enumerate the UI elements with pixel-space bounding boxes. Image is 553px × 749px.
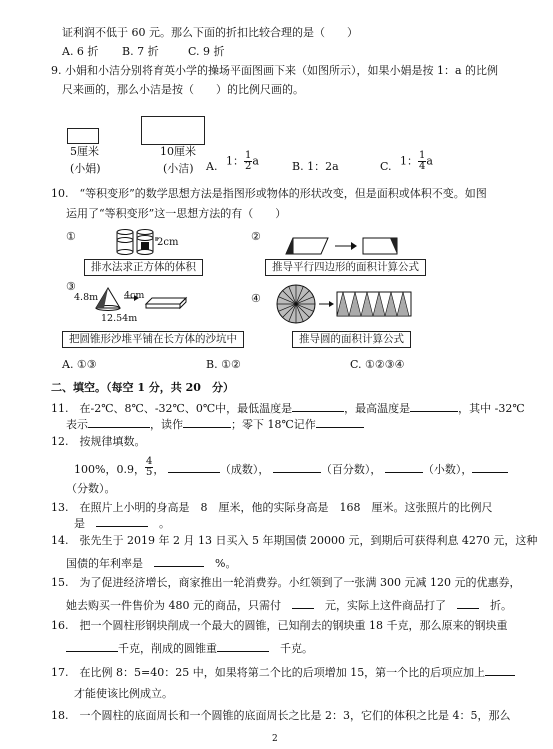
q9-option-a-var: a (252, 154, 259, 168)
q12-part-1: （成数）， (219, 463, 270, 476)
q9-rect-big-label: 10厘米 (160, 145, 196, 158)
q17-blank-add[interactable] (485, 665, 515, 676)
q8-option-b[interactable]: B. 7 折 (122, 45, 159, 58)
q9-rect-small (67, 128, 99, 144)
q16-line2 (66, 641, 313, 656)
q9-rect-big-owner: (小洁) (163, 162, 194, 175)
q12-blank-4[interactable] (472, 462, 508, 473)
q14-line2 (66, 556, 236, 571)
q16-blank-cone[interactable] (217, 641, 269, 652)
q16-blank-original[interactable] (66, 641, 118, 652)
q12-seq-comma: ， (153, 463, 165, 476)
q13-blank-scale[interactable] (96, 516, 148, 527)
q16-text-a: 千克，削成的圆锥重 (118, 642, 217, 655)
q11-blank-lowest[interactable] (292, 401, 344, 412)
q14-line1: 14. 张先生于 2019 年 2 月 13 日买入 5 年期国债 20000 元，到期后可获得利息 4270 元，这种 (51, 534, 538, 547)
q17-line2: 才能使该比例成立。 (74, 687, 173, 700)
q12-part-4: （分数）。 (66, 482, 116, 495)
q15-line2 (66, 598, 512, 613)
q13-line2 (74, 516, 170, 531)
q12-part-3: （小数）， (422, 463, 473, 476)
q12-line1: 12. 按规律填数。 (51, 435, 146, 448)
q8-line1: 证利润不低于 60 元。那么下面的折扣比较合理的是（ ） (62, 26, 358, 39)
q10-fig4-num: ④ (251, 292, 261, 305)
q10-fig3-height: 4.8m (74, 292, 99, 303)
q14-blank-rate[interactable] (154, 556, 204, 567)
q13-line1: 13. 在照片上小明的身高是 8 厘米，他的实际身高是 168 厘米。这张照片的比例尺 (51, 501, 493, 514)
q9-option-a-den: 2 (245, 161, 252, 172)
q15-text-b: 元，实际上这件商品打了 (325, 599, 446, 612)
q12-blank-1[interactable] (168, 462, 220, 473)
q9-option-a-num: 1 (245, 150, 252, 161)
q9-option-a[interactable] (226, 151, 259, 172)
q13-text-a: 是 (74, 517, 85, 530)
q12-sequence (74, 457, 508, 478)
q14-text-b: %。 (215, 557, 237, 570)
q15-blank-pay[interactable] (292, 598, 314, 609)
q10-fig2-parallelogram-icon (283, 236, 401, 256)
q10-line1: 10. “等积变形”的数学思想方法是指图形或物体的形状改变，但是面积或体积不变。如图 (51, 187, 487, 200)
q9-option-c-ratio: 1： (400, 154, 418, 168)
q9-option-c-den: 4 (419, 161, 426, 172)
q9-line1: 9. 小娟和小洁分别将育英小学的操场平面图画下来（如图所示），如果小娟是按 1：a 的比例 (51, 64, 499, 77)
q9-line2: 尺来画的，那么小洁是按（ ）的比例尺画的。 (62, 83, 304, 96)
q18-line1: 18. 一个圆柱的底面周长和一个圆锥的底面周长之比是 2：3，它们的体积之比是 4：5，那么 (51, 709, 511, 722)
q12-frac-den: 5 (145, 467, 153, 478)
q16-text-b: 千克。 (280, 642, 313, 655)
q10-option-a[interactable]: A. ①③ (62, 358, 97, 371)
q17-line1 (51, 665, 515, 680)
q10-option-b[interactable]: B. ①② (206, 358, 241, 371)
q11-text-d: 表示 (66, 418, 88, 431)
q10-fig4-caption: 推导圆的面积计算公式 (292, 331, 411, 348)
q11-text-f: ；零下 18℃记作 (231, 418, 316, 431)
q9-rect-small-owner: (小娟) (70, 162, 101, 175)
q11-text-b: ，最高温度是 (344, 402, 411, 415)
q11-line1 (51, 401, 525, 416)
q12-frac-num: 4 (145, 456, 153, 467)
q10-option-c[interactable]: C. ①②③④ (350, 358, 405, 371)
q11-blank-reading[interactable] (183, 417, 231, 428)
q9-option-c-prefix[interactable]: C. (380, 160, 392, 173)
q10-fig3-depth: 4cm (124, 290, 145, 301)
q15-text-a: 她去购买一件售价为 480 元的商品，只需付 (66, 599, 281, 612)
q11-text-c: ，其中 -32℃ (458, 402, 525, 415)
q9-rect-small-label: 5厘米 (70, 145, 99, 158)
q10-fig3-num: ③ (66, 280, 76, 293)
q9-option-b[interactable]: B. 1：2a (292, 160, 339, 173)
q8-option-a[interactable]: A. 6 折 (62, 45, 99, 58)
q9-option-c-num: 1 (419, 150, 426, 161)
q9-option-a-prefix[interactable]: A. (206, 160, 218, 173)
q10-fig4-circle-sectors-icon (275, 284, 413, 326)
q11-text-e: ，读作 (150, 418, 183, 431)
q10-fig2-caption: 推导平行四边形的面积计算公式 (265, 259, 426, 276)
q11-text-a: 11. 在-2℃、8℃、-32℃、0℃中，最低温度是 (51, 402, 293, 415)
q10-fig2-num: ② (251, 230, 261, 243)
q10-fig3-caption: 把圆锥形沙堆平铺在长方体的沙坑中 (62, 331, 244, 348)
q12-blank-3[interactable] (385, 462, 423, 473)
q12-seq-start: 100%，0.9， (74, 463, 145, 476)
q10-fig1-caption: 排水法求正方体的体积 (84, 259, 203, 276)
q9-option-c-var: a (426, 154, 433, 168)
q15-blank-discount[interactable] (457, 598, 479, 609)
q11-blank-notation[interactable] (316, 417, 364, 428)
q10-fig3-circumference: 12.54m (101, 313, 138, 324)
q15-text-c: 折。 (490, 599, 512, 612)
q8-option-c[interactable]: C. 9 折 (188, 45, 225, 58)
q14-text-a: 国债的年利率是 (66, 557, 143, 570)
q12-blank-2[interactable] (273, 462, 321, 473)
section2-title: 二、填空。（每空 1 分，共 20 分） (51, 381, 234, 394)
q11-blank-meaning[interactable] (88, 417, 150, 428)
q12-part-2: （百分数）， (320, 463, 382, 476)
q15-line1: 15. 为了促进经济增长，商家推出一轮消费券。小红领到了一张满 300 元减 120 元的优惠券， (51, 576, 521, 589)
q9-rect-big (141, 116, 205, 145)
page-number: 2 (272, 734, 278, 744)
q10-line2: 运用了“等积变形”这一思想方法的有（ ） (66, 207, 287, 220)
q16-line1: 16. 把一个圆柱形钢块削成一个最大的圆锥，已知削去的钢块重 18 千克，那么原来的钢块重 (51, 619, 508, 632)
q13-text-b: 。 (159, 517, 170, 530)
q17-text-a: 17. 在比例 8：5=40：25 中，如果将第二个比的后项增加 15，第一个比的后项应加上 (51, 666, 486, 679)
q10-fig1-dim: 2cm (157, 237, 179, 248)
q10-fig1-num: ① (66, 230, 76, 243)
q11-blank-highest[interactable] (410, 401, 458, 412)
q9-option-c[interactable] (400, 151, 433, 172)
q9-option-a-ratio: 1： (226, 154, 244, 168)
q11-line2 (66, 417, 364, 432)
q10-fig1-cylinders-icon (115, 228, 160, 256)
